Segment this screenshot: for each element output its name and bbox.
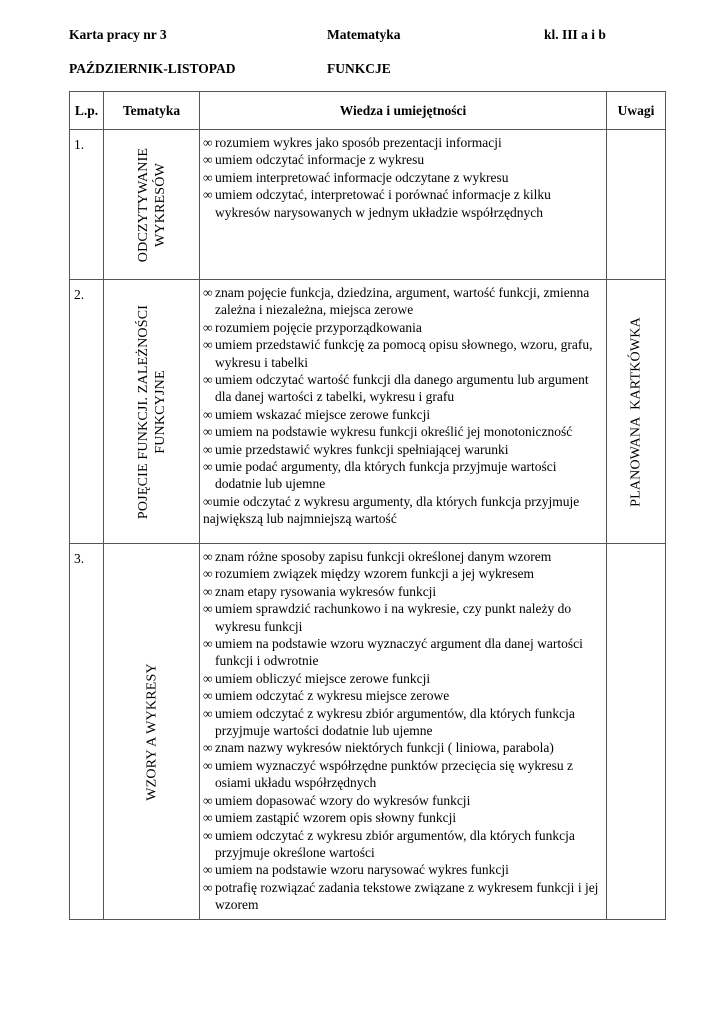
skills-cell (200, 130, 607, 280)
infinity-bullet-icon: ∞ (203, 810, 213, 826)
column-header-wiedza: Wiedza i umiejętności (200, 92, 607, 130)
row-number: 1. (70, 130, 104, 280)
infinity-bullet-icon: ∞ (203, 792, 213, 808)
list-item: ∞ umiem wyznaczyć współrzędne punktów przecięcia się wykresu z osiami układu współrzędnych (203, 757, 573, 791)
skills-list (200, 544, 606, 914)
skills-list (200, 130, 606, 221)
skills-list (200, 280, 606, 528)
list-item: ∞ umiem sprawdzić rachunkowo i na wykresie, czy punkt należy do wykresu funkcji (203, 601, 572, 634)
list-item: ∞ umiem odczytać, interpretować i porównać informacje z kilku wykresów narysowanych w jednym układzie współrzędnych (203, 187, 551, 220)
infinity-bullet-icon: ∞ (203, 372, 213, 388)
topic-label: WZORY A WYKRESY (144, 662, 159, 801)
table-row (70, 130, 666, 280)
list-item: ∞ umiem na podstawie wzoru narysować wykres funkcji (203, 862, 509, 878)
infinity-bullet-icon: ∞ (203, 740, 213, 756)
table-row (70, 544, 666, 920)
row-number: 2. (70, 280, 104, 544)
infinity-bullet-icon: ∞ (203, 566, 213, 582)
infinity-bullet-icon: ∞ (203, 337, 213, 353)
row-number: 3. (70, 544, 104, 920)
table-row (70, 280, 666, 544)
list-item: ∞ znam nazwy wykresów niektórych funkcji ( liniowa, parabola) (203, 740, 554, 756)
list-item: ∞ umiem na podstawie wykresu funkcji określić jej monotoniczność (203, 424, 573, 440)
notes-cell (607, 130, 666, 280)
infinity-bullet-icon: ∞ (203, 827, 213, 843)
infinity-bullet-icon: ∞ (203, 601, 213, 617)
infinity-bullet-icon: ∞ (203, 757, 213, 773)
infinity-bullet-icon: ∞ (203, 285, 213, 300)
infinity-bullet-icon: ∞ (203, 152, 213, 168)
infinity-bullet-icon: ∞ (203, 670, 213, 686)
list-item: ∞ umiem odczytać informacje z wykresu (203, 152, 425, 168)
topic-label: ODCZYTYWANIE WYKRESÓW (135, 147, 168, 262)
infinity-bullet-icon: ∞ (203, 319, 213, 335)
infinity-bullet-icon: ∞ (203, 135, 213, 150)
infinity-bullet-icon: ∞ (203, 636, 213, 652)
infinity-bullet-icon: ∞ (203, 406, 213, 422)
column-header-uwagi: Uwagi (607, 92, 666, 130)
list-item: ∞ umiem na podstawie wzoru wyznaczyć argument dla danej wartości funkcji i odwrotnie (203, 636, 583, 669)
list-item: ∞ umie przedstawić wykres funkcji spełniającej warunki (203, 441, 509, 457)
infinity-bullet-icon: ∞ (203, 441, 213, 457)
infinity-bullet-icon: ∞ (203, 705, 213, 721)
list-item: ∞ umiem zastąpić wzorem opis słowny funkcji (203, 810, 457, 826)
list-item: ∞ rozumiem pojęcie przyporządkowania (203, 319, 422, 335)
list-item: ∞ rozumiem związek między wzorem funkcji a jej wykresem (203, 566, 534, 582)
list-item: ∞ znam etapy rysowania wykresów funkcji (203, 583, 437, 599)
infinity-bullet-icon: ∞ (203, 862, 213, 878)
topic-label: POJĘCIE FUNKCJI. ZALEŻNOŚCI FUNKCYJNE (135, 304, 168, 519)
list-item: ∞ znam pojęcie funkcja, dziedzina, argument, wartość funkcji, zmienna zależna i niezależna, miejsca zerowe (203, 285, 590, 318)
list-item: ∞ umiem odczytać wartość funkcji dla danego argumentu lub argument dla danej wartości z tabelki, wykresu i grafu (203, 372, 589, 405)
infinity-bullet-icon: ∞ (203, 187, 213, 203)
curriculum-table (69, 91, 666, 920)
notes-cell (607, 544, 666, 920)
list-item: ∞ umiem dopasować wzory do wykresów funkcji (203, 792, 471, 808)
column-header-tematyka: Tematyka (104, 92, 200, 130)
list-item: ∞ umiem interpretować informacje odczytane z wykresu (203, 169, 509, 185)
list-item: ∞ umiem przedstawić funkcję za pomocą opisu słownego, wzoru, grafu, wykresu i tabelki (203, 337, 593, 370)
list-item: ∞ umiem wskazać miejsce zerowe funkcji (203, 406, 431, 422)
infinity-bullet-icon: ∞ (203, 424, 213, 440)
infinity-bullet-icon: ∞ (203, 459, 213, 475)
list-item: ∞ umiem odczytać z wykresu zbiór argumentów, dla których funkcja przyjmuje określone wartości (203, 827, 575, 860)
topic-cell (104, 544, 200, 920)
card-title: Karta pracy nr 3 (69, 27, 167, 42)
list-item: ∞ umiem obliczyć miejsce zerowe funkcji (203, 670, 431, 686)
list-item: ∞ potrafię rozwiązać zadania tekstowe związane z wykresem funkcji i jej wzorem (203, 879, 599, 913)
topic-cell (104, 280, 200, 544)
infinity-bullet-icon: ∞ (203, 688, 213, 704)
list-item: ∞ rozumiem wykres jako sposób prezentacji informacji (203, 135, 502, 150)
list-item: ∞ umiem odczytać z wykresu miejsce zerowe (203, 688, 450, 704)
topic-title: FUNKCJE (327, 61, 391, 76)
period-label: PAŹDZIERNIK-LISTOPAD (69, 61, 236, 76)
table-header-row (70, 92, 666, 130)
skills-cell (200, 544, 607, 920)
infinity-bullet-icon: ∞ (203, 169, 213, 185)
skills-cell (200, 280, 607, 544)
infinity-bullet-icon: ∞ (203, 879, 213, 895)
infinity-bullet-icon: ∞ (203, 583, 213, 599)
infinity-bullet-icon: ∞ (203, 549, 213, 564)
planned-quiz-note: PLANOWANA KARTKÓWKA (628, 316, 644, 507)
list-item: ∞umie odczytać z wykresu argumenty, dla których funkcja przyjmuje największą lub najmniejszą wartość (203, 493, 580, 527)
list-item: ∞ umiem odczytać z wykresu zbiór argumentów, dla których funkcja przyjmuje wartości dodatnie lub ujemne (203, 705, 575, 739)
list-item: ∞ znam różne sposoby zapisu funkcji określonej danym wzorem (203, 549, 552, 564)
column-header-lp: L.p. (70, 92, 104, 130)
infinity-bullet-icon: ∞ (203, 493, 213, 509)
list-item: ∞ umie podać argumenty, dla których funkcja przyjmuje wartości dodatnie lub ujemne (203, 459, 557, 492)
notes-cell (607, 280, 666, 544)
subject-title: Matematyka (327, 27, 401, 42)
topic-cell (104, 130, 200, 280)
class-label: kl. III a i b (544, 27, 606, 42)
